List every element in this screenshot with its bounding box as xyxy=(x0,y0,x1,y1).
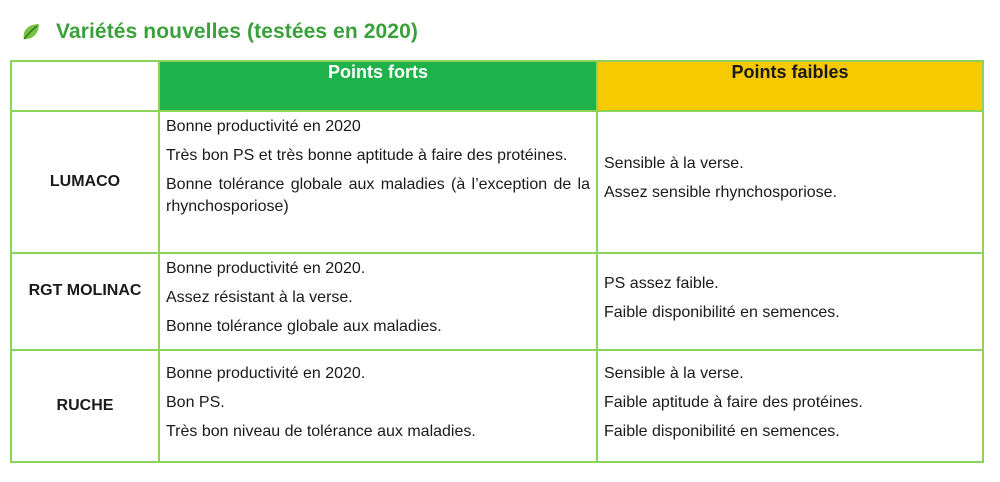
header-points-forts: Points forts xyxy=(159,61,597,111)
varieties-table xyxy=(10,60,984,463)
strong-points-cell xyxy=(159,253,597,350)
list-item: PS assez faible. xyxy=(604,274,719,292)
header-points-faibles: Points faibles xyxy=(597,61,983,111)
header-empty-cell xyxy=(11,61,159,111)
list-item: Très bon niveau de tolérance aux maladies. xyxy=(166,422,476,440)
list-item: Bonne tolérance globale aux maladies. xyxy=(166,318,442,335)
strong-points-cell xyxy=(159,350,597,462)
table-header-row xyxy=(11,61,983,111)
list-item: Faible disponibilité en semences. xyxy=(604,303,840,321)
list-item: Faible aptitude à faire des protéines. xyxy=(604,393,863,411)
list-item: Bonne productivité en 2020. xyxy=(166,260,366,277)
weak-points-cell xyxy=(597,111,983,253)
list-item: Très bon PS et très bonne aptitude à faire des protéines. xyxy=(166,147,568,164)
table-row xyxy=(11,111,983,253)
variety-name: LUMACO xyxy=(11,111,159,253)
weak-points-cell xyxy=(597,350,983,462)
variety-name: RUCHE xyxy=(11,350,159,462)
list-item: Faible disponibilité en semences. xyxy=(604,422,840,440)
list-item: Bonne productivité en 2020 xyxy=(166,118,361,135)
list-item: Assez résistant à la verse. xyxy=(166,289,353,306)
weak-points-cell xyxy=(597,253,983,350)
leaf-icon xyxy=(20,21,42,43)
list-item: Assez sensible rhynchosporiose. xyxy=(604,184,838,201)
list-item: Sensible à la verse. xyxy=(604,155,744,172)
table-row xyxy=(11,253,983,350)
list-item: Bonne productivité en 2020. xyxy=(166,364,366,382)
list-item: Sensible à la verse. xyxy=(604,364,744,382)
list-item: Bonne tolérance globale aux maladies (à l’exception de la rhynchosporiose) xyxy=(166,176,590,215)
strong-points-cell xyxy=(159,111,597,253)
title-row xyxy=(20,20,418,44)
page-title: Variétés nouvelles (testées en 2020) xyxy=(56,20,418,43)
variety-name: RGT MOLINAC xyxy=(11,253,159,350)
list-item: Bon PS. xyxy=(166,393,225,411)
table-row xyxy=(11,350,983,462)
